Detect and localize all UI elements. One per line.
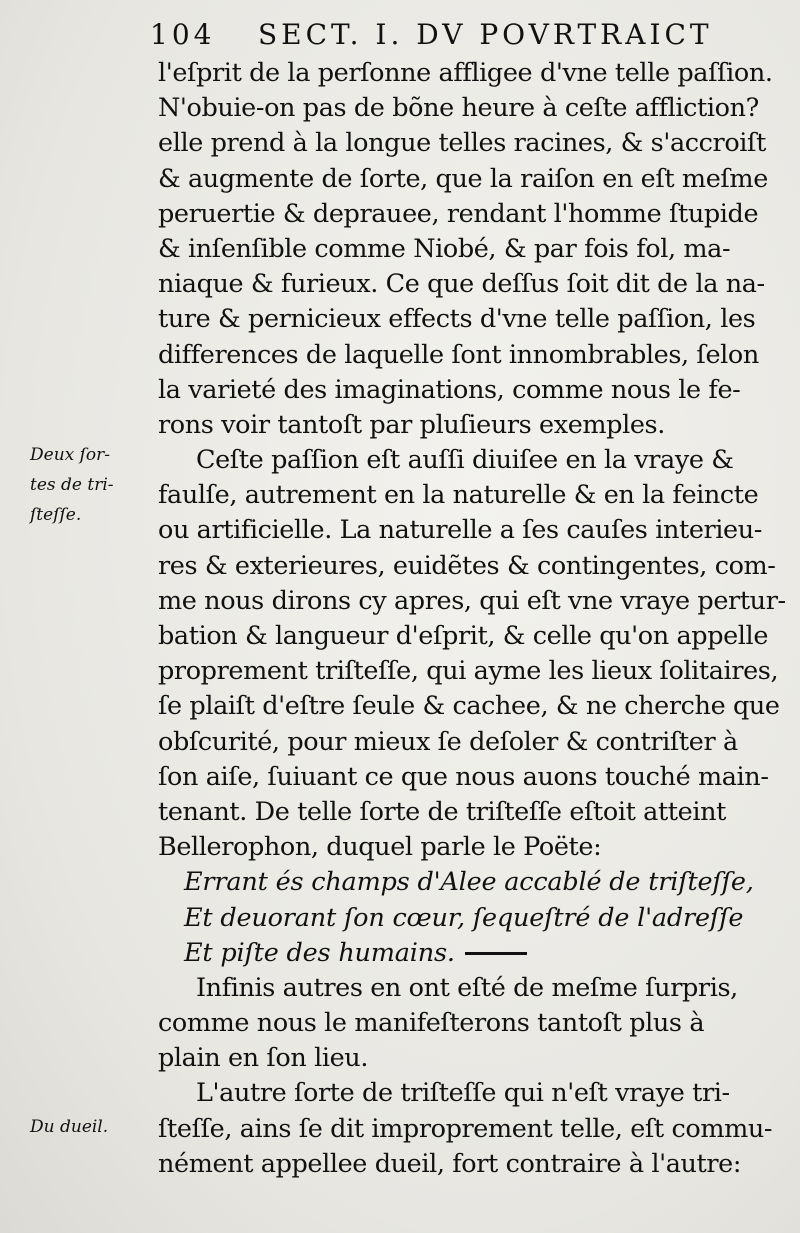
text-line: Infinis autres en ont eſté de meſme ſurpris, — [196, 972, 738, 1003]
page-header — [150, 18, 790, 58]
margin-note-line: ſteſſe. — [30, 505, 82, 525]
margin-note-line: Du dueil. — [30, 1117, 109, 1137]
verse-line — [158, 936, 790, 971]
text-line: ſteſſe, ains ſe dit improprement telle, eſt commu- — [158, 1113, 773, 1144]
text-line: tenant. De telle ſorte de triſteſſe eſtoit atteint — [158, 796, 726, 827]
text-line: niaque & furieux. Ce que deſſus ſoit dit de la na- — [158, 269, 765, 300]
verse-line: Et deuorant ſon cœur, ſequeſtré de l'adreſſe — [184, 902, 744, 933]
text-line: res & exterieures, euidẽtes & contingentes, com- — [158, 550, 776, 581]
text-line: N'obuie-on pas de bõne heure à ceſte affliction? — [158, 93, 759, 124]
text-line: rons voir tantoſt par pluſieurs exemples. — [158, 409, 665, 440]
text-line: comme nous le manifeſterons tantoſt plus à — [158, 1008, 705, 1039]
text-line: me nous dirons cy apres, qui eſt vne vraye pertur- — [158, 585, 786, 616]
text-line: & inſenſible comme Niobé, & par fois fol, ma- — [158, 233, 731, 264]
page-number: 104 — [150, 18, 216, 51]
text-line: l'eſprit de la perſonne affligee d'vne telle paſſion. — [158, 58, 773, 88]
text-line: plain en ſon lieu. — [158, 1043, 369, 1074]
text-line: proprement triſteſſe, qui ayme les lieux ſolitaires, — [158, 656, 779, 687]
text-line: Ceſte paſſion eſt auſſi diuiſee en la vraye & — [196, 445, 734, 476]
text-line: la varieté des imaginations, comme nous le fe- — [158, 374, 741, 405]
margin-note-line: Deux ſor- — [30, 445, 111, 465]
text-line: Bellerophon, duquel parle le Poëte: — [158, 832, 602, 863]
text-line: bation & langueur d'eſprit, & celle qu'on appelle — [158, 621, 769, 651]
text-line: L'autre ſorte de triſteſſe qui n'eſt vraye tri- — [196, 1078, 730, 1109]
verse-line: Errant és champs d'Alee accablé de triſteſſe, — [184, 867, 754, 898]
text-line: faulſe, autrement en la naturelle & en la feincte — [158, 480, 759, 511]
text-line: nément appellee dueil, fort contraire à l'autre: — [158, 1148, 742, 1179]
text-line: ſe plaiſt d'eſtre ſeule & cachee, & ne cherche que — [158, 691, 780, 722]
running-title: SECT. I. DV POVRTRAICT — [258, 18, 713, 51]
margin-note-deux-sortes — [30, 440, 150, 530]
text-line: obſcurité, pour mieux ſe deſoler & contriſter à — [158, 726, 738, 757]
margin-note-du-dueil — [30, 1112, 150, 1142]
text-line: & augmente de ſorte, que la raiſon en eſt meſme — [158, 163, 768, 194]
margin-note-line: tes de tri- — [30, 475, 114, 495]
verse-text: Et piſte des humains. — [184, 937, 455, 968]
text-line: ou artificielle. La naturelle a ſes cauſes interieu- — [158, 515, 762, 546]
dash-rule — [465, 952, 527, 955]
text-line: peruertie & deprauee, rendant l'homme ſtupide — [158, 198, 759, 229]
body-text — [158, 56, 790, 1182]
text-line: ſon aiſe, ſuiuant ce que nous auons touché main- — [158, 761, 769, 792]
text-line: elle prend à la longue telles racines, & s'accroiſt — [158, 128, 766, 159]
text-line: ture & pernicieux effects d'vne telle paſſion, les — [158, 304, 756, 335]
text-line: differences de laquelle ſont innombrables, ſelon — [158, 339, 759, 370]
